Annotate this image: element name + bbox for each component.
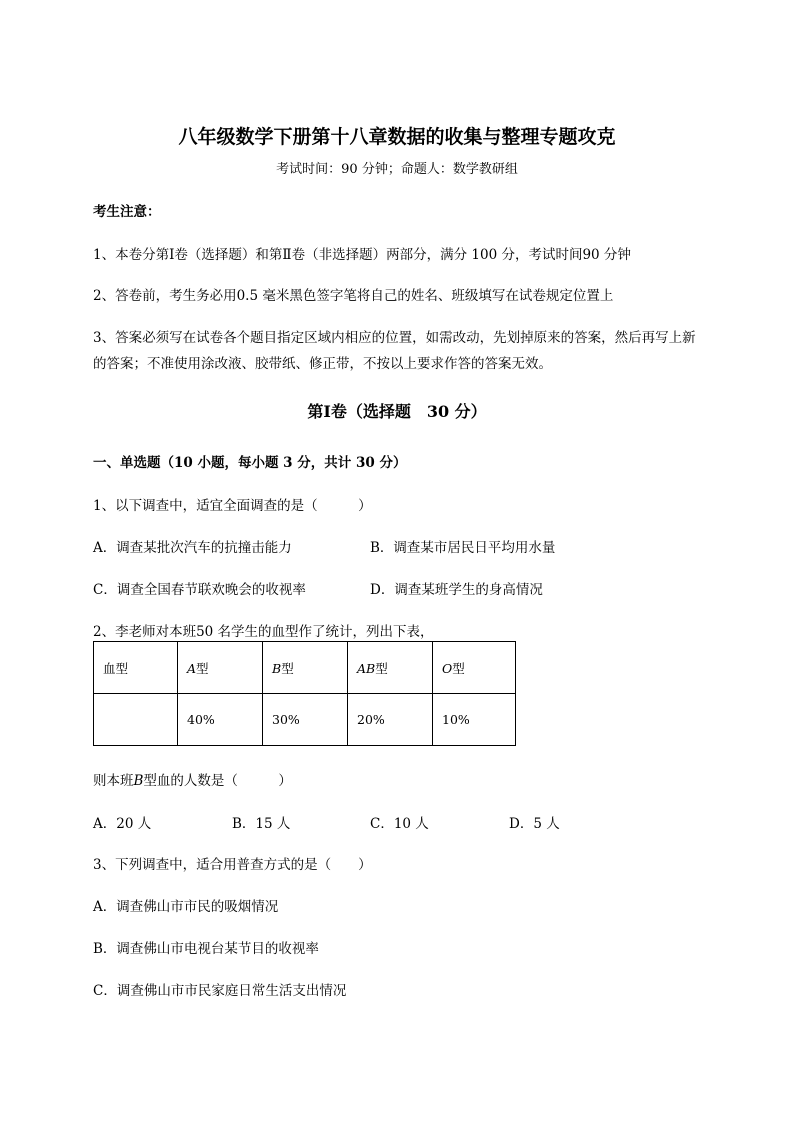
table-cell: 10% — [433, 694, 516, 746]
table-header-cell: A型 — [178, 642, 263, 694]
notice-item-3: 3、答案必须写在试卷各个题目指定区域内相应的位置，如需改动，先划掉原来的答案，然后再写上新 — [93, 330, 696, 346]
q3-option-b: B．调查佛山市电视台某节目的收视率 — [93, 941, 319, 957]
table-header-cell: O型 — [433, 642, 516, 694]
q1-option-a: A．调查某批次汽车的抗撞击能力 — [93, 540, 292, 556]
q2-option-c: C．10 人 — [370, 816, 429, 832]
table-cell — [94, 694, 178, 746]
exam-subtitle: 考试时间：90 分钟；命题人：数学教研组 — [276, 162, 518, 177]
blood-type-table — [93, 641, 516, 746]
notice-item-2: 2、答卷前，考生务必用0.5 毫米黑色签字笔将自己的姓名、班级填写在试卷规定位置上 — [93, 288, 614, 304]
q3-option-a: A．调查佛山市市民的吸烟情况 — [93, 899, 279, 915]
section-title: 第Ⅰ卷（选择题 30 分） — [307, 402, 487, 421]
table-cell: 20% — [348, 694, 433, 746]
q1-option-b: B．调查某市居民日平均用水量 — [370, 540, 556, 556]
q2-question: 则本班B型血的人数是（ ） — [93, 773, 292, 789]
q2-option-a: A．20 人 — [93, 816, 152, 832]
notice-item-3-cont: 的答案；不准使用涂改液、胶带纸、修正带，不按以上要求作答的答案无效。 — [93, 356, 552, 372]
q2-option-d: D．5 人 — [509, 816, 560, 832]
table-cell: 40% — [178, 694, 263, 746]
notice-heading: 考生注意： — [93, 204, 161, 220]
table-header-row — [94, 642, 516, 694]
notice-item-1: 1、本卷分第Ⅰ卷（选择题）和第Ⅱ卷（非选择题）两部分，满分 100 分，考试时间90 分钟 — [93, 247, 631, 263]
q3-option-c: C．调查佛山市市民家庭日常生活支出情况 — [93, 983, 347, 999]
q1-stem: 1、以下调查中，适宜全面调查的是（ ） — [93, 498, 372, 514]
table-cell: 30% — [263, 694, 348, 746]
q1-option-d: D．调查某班学生的身高情况 — [370, 582, 543, 598]
q2-stem: 2、李老师对本班50 名学生的血型作了统计，列出下表， — [93, 624, 434, 640]
q3-stem: 3、下列调查中，适合用普查方式的是（ ） — [93, 857, 372, 873]
exam-title: 八年级数学下册第十八章数据的收集与整理专题攻克 — [178, 126, 616, 148]
table-header-cell: AB型 — [348, 642, 433, 694]
part-heading: 一、单选题（10 小题，每小题 3 分，共计 30 分） — [93, 455, 407, 471]
q1-option-c: C．调查全国春节联欢晚会的收视率 — [93, 582, 306, 598]
table-header-cell: 血型 — [94, 642, 178, 694]
table-row — [94, 694, 516, 746]
table-header-cell: B型 — [263, 642, 348, 694]
q2-option-b: B．15 人 — [232, 816, 291, 832]
